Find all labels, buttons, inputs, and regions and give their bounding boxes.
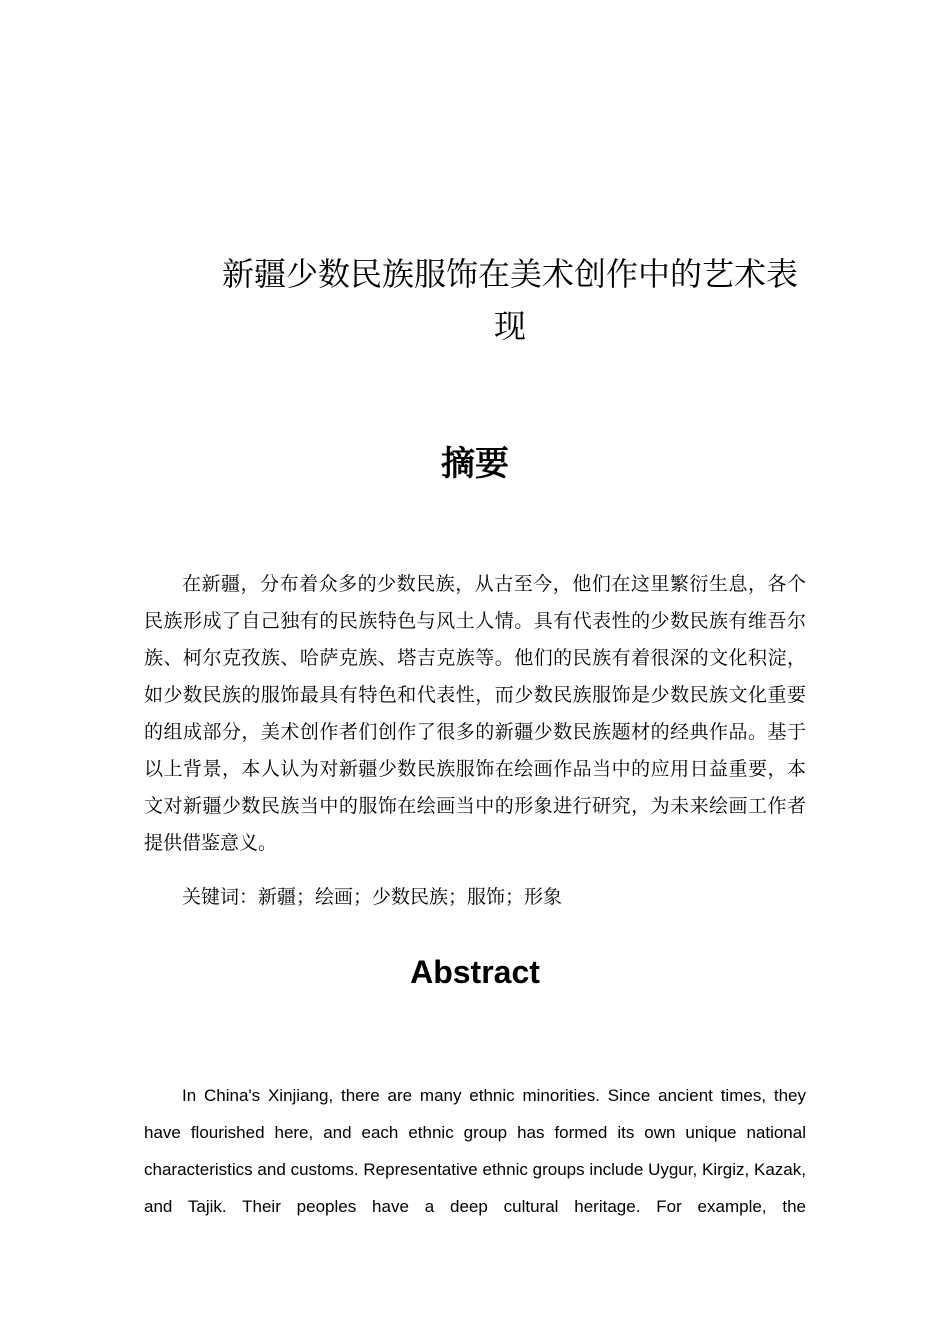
paper-title: 新疆少数民族服饰在美术创作中的艺术表现	[221, 255, 798, 345]
abstract-heading-cn: 摘要	[441, 444, 509, 484]
abstract-heading-en: Abstract	[410, 954, 540, 990]
abstract-body-en: In China's Xinjiang, there are many ethnic minorities. Since ancient times, they have flourished here, and each ethnic group has formed its own unique national characteristics and customs. Representative ethnic groups include Uygur, Kirgiz, Kazak, and Tajik. Their peoples have a deep cultural heritage. For example, the	[144, 1086, 806, 1216]
keywords-cn: 关键词：新疆；绘画；少数民族；服饰；形象	[182, 886, 563, 908]
abstract-body-cn: 在新疆，分布着众多的少数民族，从古至今，他们在这里繁衍生息，各个民族形成了自己独有的民族特色与风土人情。具有代表性的少数民族有维吾尔族、柯尔克孜族、哈萨克族、塔吉克族等。他们的民族有着很深的文化积淀，如少数民族的服饰最具有特色和代表性，而少数民族服饰是少数民族文化重要的组成部分，美术创作者们创作了很多的新疆少数民族题材的经典作品。基于以上背景，本人认为对新疆少数民族服饰在绘画作品当中的应用日益重要，本文对新疆少数民族当中的服饰在绘画当中的形象进行研究，为未来绘画工作者提供借鉴意义。	[144, 573, 806, 854]
